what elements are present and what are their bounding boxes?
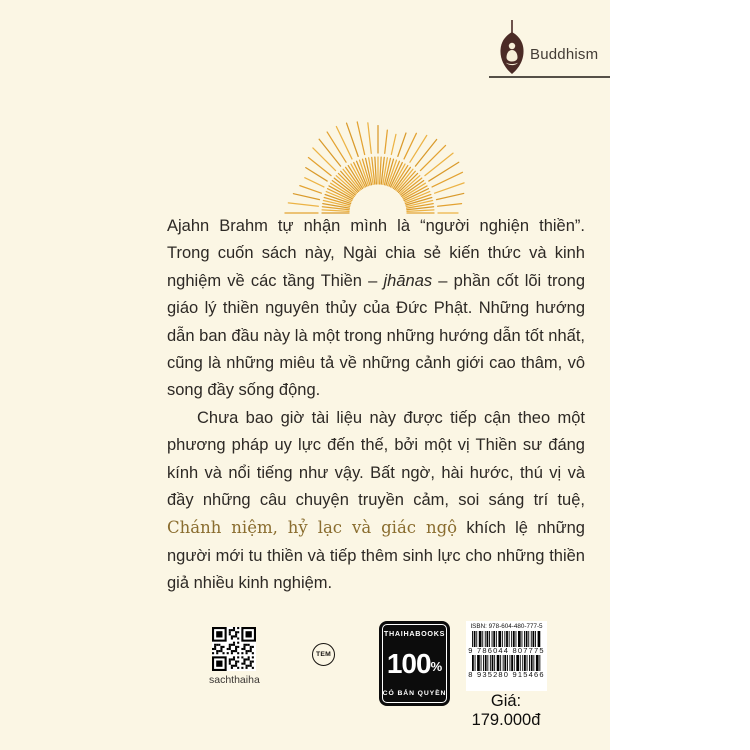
barcode-icon <box>471 655 543 671</box>
copyright-stamp <box>379 621 450 706</box>
barcode-digits-bottom: 8 935280 915466 <box>468 670 545 679</box>
stamp-100-percent: 100 % <box>386 648 443 680</box>
qr-code-icon <box>212 627 256 671</box>
sunburst-icon <box>279 112 477 216</box>
tem-seal <box>312 643 335 666</box>
copyright-stamp-frame <box>382 624 447 703</box>
isbn-text: ISBN: 978-604-480-777-5 <box>470 623 543 630</box>
bodhi-leaf-buddha-icon <box>498 19 526 77</box>
tem-label: TEM <box>316 651 331 658</box>
stamp-copyright-text: CÓ BẢN QUYỀN <box>382 690 447 697</box>
qr-label: sachthaiha <box>209 674 260 686</box>
barcode-block <box>466 621 547 691</box>
back-cover-text <box>167 213 585 598</box>
price-label: Giá: 179.000đ <box>471 692 541 729</box>
stamp-publisher-name: THAIHABOOKS <box>383 629 446 638</box>
barcode-icon <box>471 631 543 647</box>
brand-label: Buddhism <box>530 46 599 63</box>
barcode-digits-top: 9 786044 807775 <box>468 646 545 655</box>
brand-underline <box>489 76 610 78</box>
paragraph: Ajahn Brahm tự nhận mình là “người nghiện thiền”. Trong cuốn sách này, Ngài chia sẻ kiến thức và kinh nghiệm về các tầng Thiền – jhānas – phần cốt lõi trong giáo lý thiền nguyên thủy của Đức Phật. Những hướng dẫn ban đầu này là một trong những hướng dẫn tốt nhất, cũng là những miêu tả về những cảnh giới cao thâm, vô song đầy sống động. <box>167 217 585 400</box>
paragraph: Chưa bao giờ tài liệu này được tiếp cận theo một phương pháp uy lực đến thế, bởi một vị Thiền sư đáng kính và nổi tiếng như vậy. Bất ngờ, hài hước, thú vị và đầy những câu chuyện truyền cảm, soi sáng trí tuệ, Chánh niệm, hỷ lạc và giác ngộ khích lệ những người mới tu thiền và tiếp thêm sinh lực cho những thiền giả nhiều kinh nghiệm. <box>167 408 585 593</box>
qr-code-block <box>209 627 259 686</box>
